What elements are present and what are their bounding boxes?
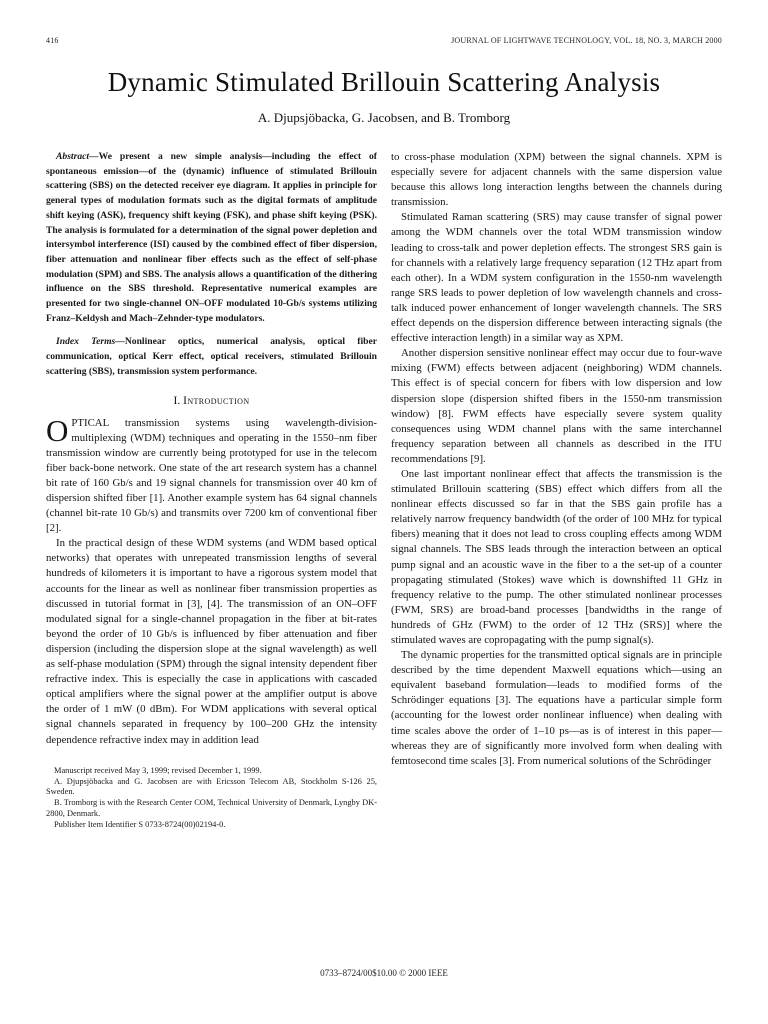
right-paragraph-5: The dynamic properties for the transmitted optical signals are in principle described by the time dependent Maxwell equations which—using an equivalent baseband formulation—leads to modified forms of the Schrödinger equations [3]. The equations have a particular simple form (accounting for the lowest order nonlinear influence) when dealing with time scales above the order of 1–10 ps—as is of interest in this paper—whereas they are of significantly more involved form when dealing with femtosecond time scales [3]. From numerical solutions of the Schrödinger xyxy=(391,649,722,767)
index-terms-paragraph xyxy=(46,335,377,379)
paper-authors: A. Djupsjöbacka, G. Jacobsen, and B. Tromborg xyxy=(257,110,511,125)
copyright-footer: 0733–8724/00$10.00 © 2000 IEEE xyxy=(320,968,448,978)
footnote-block xyxy=(46,766,377,831)
right-paragraph-1: to cross-phase modulation (XPM) between the signal channels. XPM is especially severe for adjacent channels with the same dispersion value because this allows long interaction lengths between the channels during transmission. xyxy=(391,151,722,209)
left-column xyxy=(46,150,377,831)
intro-paragraph-1-text: PTICAL transmission systems using wavelength-division-multiplexing (WDM) techniques and operating in the 1550–nm fiber transmission window are currently being prototyped for use in the telecom fiber back-bone network. One state of the art research system has a channel bit rate of 160 Gb/s and 19 signal channels for transmission over 40 km of dispersion shifted fiber [1]. Another example system has 64 signal channels (channel bit-rate 10 Gb/s) and transmits over 7200 km of conventional fiber [2]. xyxy=(46,416,377,535)
footnote-affiliation-2: B. Tromborg is with the Research Center COM, Technical University of Denmark, Lyngby DK-2800, Denmark. xyxy=(46,798,377,819)
right-column xyxy=(391,150,722,831)
index-terms-label: Index Terms— xyxy=(56,336,125,348)
intro-paragraph-1 xyxy=(46,412,377,537)
index-terms-text: Nonlinear optics, numerical analysis, optical fiber communication, optical Kerr effect, optical receivers, stimulated Brillouin scattering (SBS), transmission system performance. xyxy=(46,336,377,377)
section-title: Introduction xyxy=(183,394,250,407)
footnote-affiliation-1: A. Djupsjöbacka and G. Jacobsen are with Ericsson Telecom AB, Stockholm S-126 25, Sweden. xyxy=(46,776,377,797)
page-number: 416 xyxy=(46,36,59,45)
abstract-text: We present a new simple analysis—including the effect of spontaneous emission—of the (dynamic) influence of stimulated Brillouin scattering (SBS) on the detected receiver eye diagram. It applies in principle for general types of modulation formats such as the digital formats of amplitude shift keying (ASK), frequency shift keying (FSK), and phase shift keying (PSK). The analysis is formulated for a determination of the signal power depletion and intersymbol interference (ISI) caused by the combined effect of fiber dispersion, fiber attenuation and nonlinear fiber effects such as the effect of self-phase modulation (SPM) and SBS. The analysis allows a quantification of the dithering influence on the SBS threshold. Representative numerical examples are presented for two single-channel ON–OFF modulated 10-Gb/s systems utilizing Franz–Keldysh and Mach–Zehnder-type modulators. xyxy=(46,151,377,324)
right-paragraph-2: Stimulated Raman scattering (SRS) may cause transfer of signal power among the WDM channels over the total WDM transmission window leading to cross-talk and power depletion effects. The strongest SRS gain is for channels with a relatively large frequency separation (12 THz apart from each other). In a WDM system configuration in the 1550-nm wavelength range SRS leads to power depletion of low wavelength channels and cross-talk induced power enhancement of longer wavelength channels. The SRS effect depends on the dispersion difference between interacting signals (the effective interaction length) in a similar way as XPM. xyxy=(391,211,722,345)
footnote-publisher-id: Publisher Item Identifier S 0733-8724(00)02194-0. xyxy=(54,820,226,830)
abstract-label: Abstract— xyxy=(56,151,99,162)
section-number: I. xyxy=(173,394,181,407)
right-paragraph-3: Another dispersion sensitive nonlinear effect may occur due to four-wave mixing (FWM) effects between adjacent (neighboring) WDM channels. This effect is of special concern for fibers with low dispersion and low dispersion slope (dispersion shifted fibers in the 1550-nm transmission window) [8]. FWM effects have especially severe system quality consequences using WDM channel plans with the same interchannel frequency separation between all channels as described in the ITU recommendations [9]. xyxy=(391,347,722,465)
footnote-manuscript: Manuscript received May 3, 1999; revised December 1, 1999. xyxy=(54,765,262,775)
right-paragraph-4: One last important nonlinear effect that affects the transmission is the stimulated Brillouin scattering (SBS) effect which differs from all the nonlinear effects discussed so far in that the SBS gain profile has a relatively narrow frequency bandwidth (of the order of 100 MHz for typical fibers) meaning that it does not lead to cross coupling effects among WDM signal channels. The SBS leads through the interaction between an optical pump signal and an acoustic wave in the fiber to a the set-up of a counter propagating stimulated (Stokes) wave which is downshifted 11 GHz in frequency relative to the pump. The other stimulated nonlinear processes (FWM, SRS) are broad-band processes [bandwidths in the range of hundreds of GHz (FWM) to the order of 12 THz (SRS)] where the stimulated waves are copropagating with the pump signal(s). xyxy=(391,467,722,646)
section-heading-introduction xyxy=(46,395,377,407)
intro-paragraph-2: In the practical design of these WDM systems (and WDM based optical networks) that operates with unrepeated transmission lengths of several hundreds of kilometers it is important to have a rigorous system model that accounts for the linear as well as nonlinear fiber transmission properties as discussed in tutorial format in [3], [4]. The transmission of an ON–OFF modulated signal for a single-channel propagation in the fiber at bit-rates beyond the order of 10 Gb/s is influenced by fiber attenuation and fiber dispersion (including the dispersion slope at the signal wavelength) as well as self-phase modulation (SPM) through the signal intensity dependent fiber refractive index. This is especially the case in applications with cascaded optical amplifiers where the signal power at the amplifier output is above the order of 1 mW (0 dBm). For WDM applications with several optical signal channels separated in frequency by 100–200 GHz the intensity dependence refractive index may in addition lead xyxy=(46,537,377,746)
running-head xyxy=(46,36,722,45)
abstract-paragraph xyxy=(46,150,377,326)
drop-cap: O xyxy=(46,412,69,448)
journal-header: JOURNAL OF LIGHTWAVE TECHNOLOGY, VOL. 18, NO. 3, MARCH 2000 xyxy=(451,36,722,45)
paper-title: Dynamic Stimulated Brillouin Scattering Analysis xyxy=(107,67,661,97)
two-column-body xyxy=(46,150,722,831)
